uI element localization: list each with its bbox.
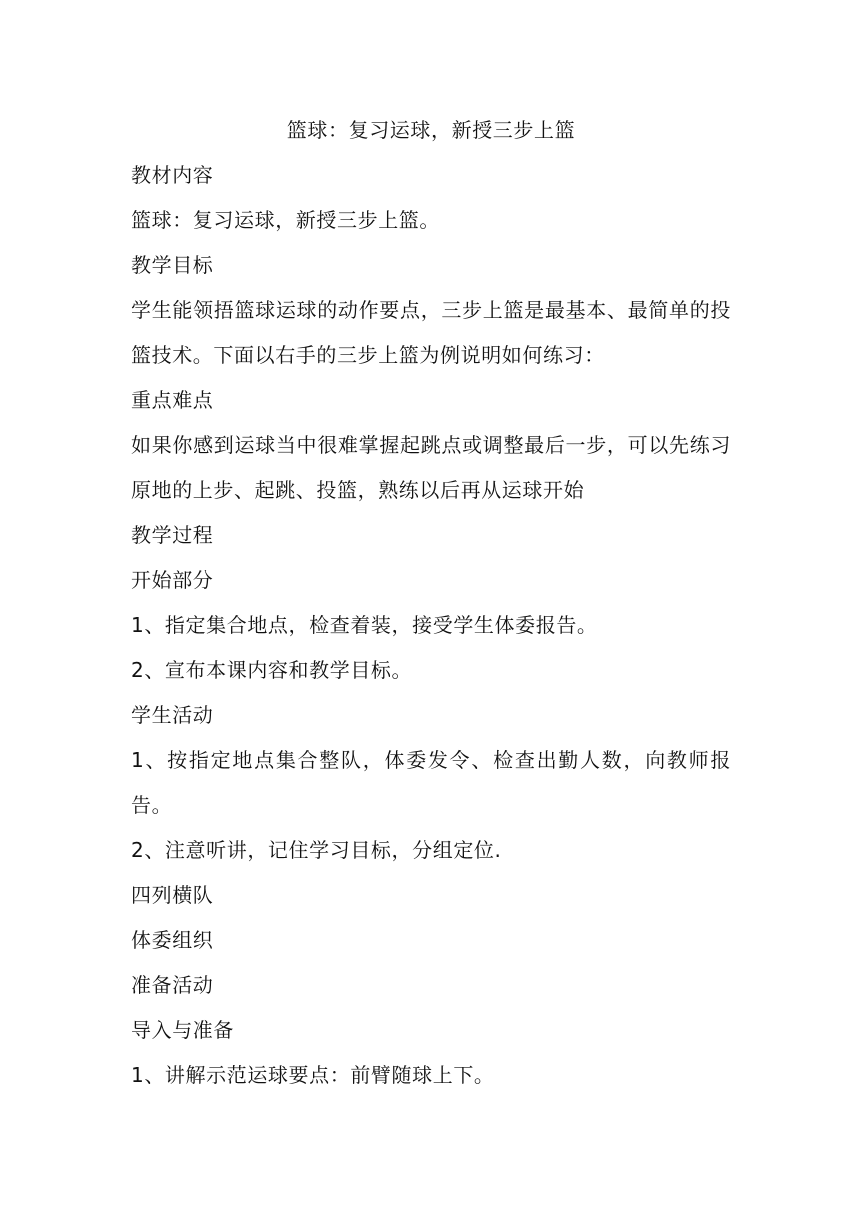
student-activity-item-1: 1、按指定地点集合整队，体委发令、检查出勤人数，向教师报告。 (131, 748, 731, 817)
objectives-paragraph: 学生能领捂篮球运球的动作要点，三步上篮是最基本、最简单的投篮技术。下面以右手的三步上篮为例说明如何练习： (131, 298, 731, 367)
opening-item-1: 1、指定集合地点，检查着装，接受学生体委报告。 (131, 613, 598, 637)
materials-text: 篮球：复习运球，新授三步上篮。 (131, 208, 440, 232)
section-heading-warmup: 准备活动 (131, 973, 214, 997)
key-points-paragraph: 如果你感到运球当中很难掌握起跳点或调整最后一步，可以先练习原地的上步、起跳、投篮，熟练以后再从运球开始 (131, 433, 731, 502)
section-heading-materials: 教材内容 (131, 163, 214, 187)
section-heading-opening: 开始部分 (131, 568, 214, 592)
section-heading-student-activity: 学生活动 (131, 703, 214, 727)
section-heading-intro: 导入与准备 (131, 1018, 234, 1042)
opening-item-2: 2、宣布本课内容和教学目标。 (131, 658, 413, 682)
document-body (131, 108, 731, 1098)
section-heading-key-points: 重点难点 (131, 388, 214, 412)
student-activity-item-2: 2、注意听讲，记住学习目标，分组定位. (131, 838, 502, 862)
intro-item-1: 1、讲解示范运球要点：前臂随球上下。 (131, 1063, 495, 1087)
document-title: 篮球：复习运球，新授三步上篮 (286, 118, 576, 142)
section-heading-process: 教学过程 (131, 523, 214, 547)
organizer-text: 体委组织 (131, 928, 214, 952)
section-heading-objectives: 教学目标 (131, 253, 214, 277)
formation-text: 四列横队 (131, 883, 214, 907)
